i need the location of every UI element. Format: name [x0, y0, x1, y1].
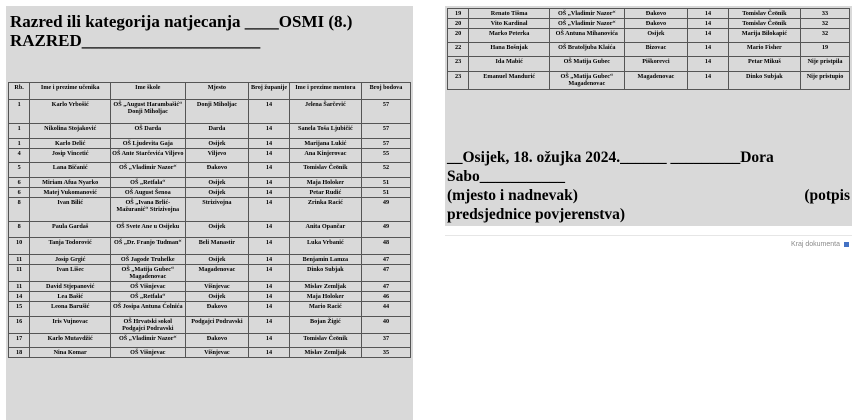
table-cell: Osijek — [185, 292, 249, 302]
table-cell: Karlo Vrbošić — [30, 100, 111, 124]
table-cell: 8 — [9, 222, 30, 238]
table-cell: 19 — [801, 43, 850, 57]
table-cell: OŠ Hrvatski sokol Podgajci Podravski — [111, 317, 185, 334]
table-cell: 14 — [249, 282, 289, 292]
table-cell: 51 — [362, 188, 411, 198]
table-cell: Darda — [185, 124, 249, 139]
table-row — [448, 29, 850, 43]
table-cell: 49 — [362, 222, 411, 238]
table-cell: OŠ Svete Ane u Osijeku — [111, 222, 185, 238]
table-cell: 51 — [362, 178, 411, 188]
column-header: Broj bodova — [362, 83, 411, 100]
table-cell: 57 — [362, 100, 411, 124]
table-cell: Donji Miholjac — [185, 100, 249, 124]
table-cell: OŠ „Dr. Franjo Tuđman“ — [111, 238, 185, 255]
page-divider — [445, 235, 852, 236]
table-cell: Beli Manastir — [185, 238, 249, 255]
table-cell: OŠ Jagode Truhelke — [111, 255, 185, 265]
table-cell: Nina Komar — [30, 348, 111, 358]
table-cell: 14 — [249, 178, 289, 188]
table-cell: Josip Vincetić — [30, 149, 111, 163]
results-table-page-2 — [447, 8, 850, 90]
table-cell: 55 — [362, 149, 411, 163]
table-row — [9, 238, 411, 255]
results-table-body-continued — [448, 9, 850, 90]
table-cell: Mislav Zemljak — [289, 348, 361, 358]
results-table-page-1 — [8, 82, 411, 358]
table-row — [448, 19, 850, 29]
table-cell: 14 — [688, 29, 728, 43]
table-row — [9, 265, 411, 282]
table-cell: 6 — [9, 178, 30, 188]
table-row — [9, 163, 411, 178]
table-cell: 14 — [249, 265, 289, 282]
competition-heading — [10, 12, 410, 50]
heading-line-2: RAZRED_____________________ — [10, 31, 261, 50]
table-row — [9, 139, 411, 149]
table-cell: OŠ „Vladimir Nazor“ — [550, 9, 624, 19]
table-cell: Viljevo — [185, 149, 249, 163]
table-row — [9, 188, 411, 198]
table-cell: 14 — [249, 139, 289, 149]
table-cell: Osijek — [185, 178, 249, 188]
table-cell: 11 — [9, 282, 30, 292]
table-row — [9, 198, 411, 222]
table-cell: OŠ „Matija Gubec“ Magadenovac — [550, 72, 624, 90]
table-cell: Tomislav Čeönik — [728, 9, 800, 19]
heading-line-1: Razred ili kategorija natjecanja ____OSMI (8.) — [10, 12, 353, 31]
table-cell: Ivan Lišec — [30, 265, 111, 282]
table-cell: Ana Kinjerovac — [289, 149, 361, 163]
table-cell: Dinko Subjak — [289, 265, 361, 282]
table-row — [448, 57, 850, 72]
table-cell: OŠ Josipa Antuna Ćolnića — [111, 302, 185, 317]
table-row — [448, 9, 850, 19]
table-cell: Marijana Lukić — [289, 139, 361, 149]
table-cell: 47 — [362, 282, 411, 292]
table-cell: 52 — [362, 163, 411, 178]
signature-line-1: __Osijek, 18. ožujka 2024.______ _________Dora — [447, 149, 774, 166]
table-cell: Tomislav Čeönik — [728, 19, 800, 29]
table-cell: Piškorevci — [624, 57, 688, 72]
table-cell: 14 — [249, 188, 289, 198]
table-cell: 11 — [9, 265, 30, 282]
table-cell: Đakovo — [185, 302, 249, 317]
table-cell: Miriam Afua Nyarko — [30, 178, 111, 188]
table-cell: Zrinka Racić — [289, 198, 361, 222]
table-cell: David Stjepanović — [30, 282, 111, 292]
table-cell: 57 — [362, 139, 411, 149]
table-cell: OŠ Antuna Mihanovića — [550, 29, 624, 43]
column-header: Ime škole — [111, 83, 185, 100]
table-cell: Marija Bilokapić — [728, 29, 800, 43]
table-cell: OŠ „Vladimir Nazor“ — [111, 163, 185, 178]
table-cell: Nije pristpila — [801, 57, 850, 72]
table-cell: 19 — [448, 9, 469, 19]
table-cell: Petar Mikuš — [728, 57, 800, 72]
table-cell: Karlo Delić — [30, 139, 111, 149]
table-row — [9, 348, 411, 358]
table-cell: Osijek — [185, 188, 249, 198]
table-cell: Mario Fisher — [728, 43, 800, 57]
table-cell: 5 — [9, 163, 30, 178]
table-cell: 14 — [688, 9, 728, 19]
table-cell: 14 — [249, 198, 289, 222]
table-cell: Magadenovac — [624, 72, 688, 90]
end-of-document-marker — [791, 241, 849, 248]
table-cell: 14 — [249, 124, 289, 139]
table-cell: Marko Peterka — [469, 29, 550, 43]
table-cell: 18 — [9, 348, 30, 358]
table-cell: Višnjevac — [185, 348, 249, 358]
table-cell: Tanja Todorović — [30, 238, 111, 255]
table-cell: OŠ Višnjevac — [111, 282, 185, 292]
document-page-1 — [6, 6, 413, 420]
table-cell: Lea Bašić — [30, 292, 111, 302]
table-cell: OŠ August Šenoa — [111, 188, 185, 198]
table-cell: Iris Vujnovac — [30, 317, 111, 334]
table-cell: 8 — [9, 198, 30, 222]
table-cell: 14 — [249, 163, 289, 178]
table-cell: 20 — [448, 29, 469, 43]
table-row — [9, 292, 411, 302]
table-cell: OŠ „Matija Gubec“ Magadenovac — [111, 265, 185, 282]
table-cell: 49 — [362, 198, 411, 222]
table-cell: 14 — [249, 100, 289, 124]
table-cell: 10 — [9, 238, 30, 255]
table-cell: Emanuel Mandurić — [469, 72, 550, 90]
table-cell: 14 — [688, 72, 728, 90]
table-cell: Anita Opančar — [289, 222, 361, 238]
table-cell: Benjamin Lamza — [289, 255, 361, 265]
table-row — [9, 317, 411, 334]
table-cell: Leona Barušić — [30, 302, 111, 317]
table-cell: 16 — [9, 317, 30, 334]
table-cell: Ivan Bilić — [30, 198, 111, 222]
table-cell: 14 — [249, 292, 289, 302]
table-row — [9, 124, 411, 139]
header-row — [9, 83, 411, 100]
table-cell: Luka Vrbanić — [289, 238, 361, 255]
table-cell: Karlo Mutavdžić — [30, 334, 111, 348]
signature-label: (potpis — [804, 187, 850, 204]
table-cell: 14 — [688, 19, 728, 29]
table-cell: Josip Grgić — [30, 255, 111, 265]
table-cell: Magadenovac — [185, 265, 249, 282]
table-cell: Dinko Subjak — [728, 72, 800, 90]
table-cell: Bizovac — [624, 43, 688, 57]
column-header: Broj županije — [249, 83, 289, 100]
table-cell: Lana Bičanić — [30, 163, 111, 178]
table-cell: Đakovo — [185, 334, 249, 348]
table-cell: 22 — [448, 43, 469, 57]
table-cell: OŠ Višnjevac — [111, 348, 185, 358]
table-cell: OŠ „Vladimir Nazor“ — [111, 334, 185, 348]
table-cell: 32 — [801, 29, 850, 43]
table-cell: OŠ „Ivana Brlić-Mažuranić“ Strizivojna — [111, 198, 185, 222]
table-cell: 1 — [9, 139, 30, 149]
table-cell: Tomislav Čeönik — [289, 334, 361, 348]
table-cell: Jelena Šarčević — [289, 100, 361, 124]
table-cell: OŠ „Vladimir Nazor“ — [550, 19, 624, 29]
table-cell: Hana Bošnjak — [469, 43, 550, 57]
table-cell: OŠ Bratoljuba Klaića — [550, 43, 624, 57]
table-cell: OŠ Ljudevita Gaja — [111, 139, 185, 149]
table-cell: Mario Racić — [289, 302, 361, 317]
table-cell: Sanela Toša Ljubičić — [289, 124, 361, 139]
table-cell: 14 — [688, 43, 728, 57]
table-row — [9, 149, 411, 163]
table-cell: Đakovo — [624, 19, 688, 29]
table-row — [9, 178, 411, 188]
table-cell: 37 — [362, 334, 411, 348]
table-cell: 4 — [9, 149, 30, 163]
table-cell: 14 — [249, 334, 289, 348]
table-cell: Osijek — [185, 139, 249, 149]
table-cell: Vito Kardinal — [469, 19, 550, 29]
table-cell: 14 — [249, 238, 289, 255]
table-cell: 57 — [362, 124, 411, 139]
table-cell: Tomislav Čeönik — [289, 163, 361, 178]
table-cell: 46 — [362, 292, 411, 302]
table-cell: 44 — [362, 302, 411, 317]
table-cell: 35 — [362, 348, 411, 358]
table-cell: 23 — [448, 72, 469, 90]
table-cell: 14 — [249, 302, 289, 317]
table-row — [9, 100, 411, 124]
table-cell: 23 — [448, 57, 469, 72]
column-header: Mjesto — [185, 83, 249, 100]
table-cell: OŠ Ante Starčevića Viljevo — [111, 149, 185, 163]
table-cell: 14 — [249, 222, 289, 238]
table-cell: Petar Rudić — [289, 188, 361, 198]
table-cell: 11 — [9, 255, 30, 265]
table-cell: Đakovo — [624, 9, 688, 19]
table-cell: 14 — [9, 292, 30, 302]
place-date-label: (mjesto i nadnevak) — [447, 187, 578, 204]
table-row — [9, 302, 411, 317]
table-row — [9, 334, 411, 348]
table-cell: OŠ „August Harambašić“ Donji Miholjac — [111, 100, 185, 124]
table-row — [9, 222, 411, 238]
table-row — [9, 282, 411, 292]
table-cell: Đakovo — [185, 163, 249, 178]
table-cell: Mislav Zemljak — [289, 282, 361, 292]
document-page-2 — [445, 6, 852, 226]
table-row — [448, 43, 850, 57]
table-cell: Nije pristupio — [801, 72, 850, 90]
table-cell: Paula Gardaš — [30, 222, 111, 238]
table-cell: 14 — [249, 317, 289, 334]
table-cell: 32 — [801, 19, 850, 29]
table-cell: 40 — [362, 317, 411, 334]
table-cell: Nikolina Stojaković — [30, 124, 111, 139]
table-cell: 14 — [249, 348, 289, 358]
table-cell: Osijek — [624, 29, 688, 43]
table-cell: Maja Holoker — [289, 292, 361, 302]
table-cell: OŠ Matija Gubec — [550, 57, 624, 72]
table-cell: Višnjevac — [185, 282, 249, 292]
table-cell: 14 — [249, 255, 289, 265]
table-cell: 6 — [9, 188, 30, 198]
table-cell: Matej Vukomanović — [30, 188, 111, 198]
table-cell: 17 — [9, 334, 30, 348]
signature-line-2: Sabo___________ — [447, 168, 565, 185]
signature-line-3 — [447, 187, 850, 205]
square-icon — [844, 242, 849, 247]
column-header: Ime i prezime mentora — [289, 83, 361, 100]
table-cell: Renato Tišma — [469, 9, 550, 19]
results-table-body — [9, 100, 411, 358]
column-header: Rb. — [9, 83, 30, 100]
table-cell: OŠ Darda — [111, 124, 185, 139]
table-cell: 33 — [801, 9, 850, 19]
table-cell: Ida Mabić — [469, 57, 550, 72]
column-header: Ime i prezime učenika — [30, 83, 111, 100]
table-cell: 20 — [448, 19, 469, 29]
table-cell: Osijek — [185, 222, 249, 238]
table-cell: 1 — [9, 100, 30, 124]
table-cell: 48 — [362, 238, 411, 255]
table-cell: 47 — [362, 265, 411, 282]
table-cell: OŠ „Retfala“ — [111, 292, 185, 302]
table-cell: 15 — [9, 302, 30, 317]
table-cell: 14 — [688, 57, 728, 72]
table-cell: Osijek — [185, 255, 249, 265]
table-cell: 14 — [249, 149, 289, 163]
signature-line-4: predsjednice povjerenstva) — [447, 206, 626, 223]
results-table-header — [9, 83, 411, 100]
table-cell: Maja Holoker — [289, 178, 361, 188]
table-cell: Strizivojna — [185, 198, 249, 222]
table-cell: 1 — [9, 124, 30, 139]
table-cell: OŠ „Retfala“ — [111, 178, 185, 188]
end-of-document-label: Kraj dokumenta — [790, 241, 840, 248]
table-cell: 47 — [362, 255, 411, 265]
table-cell: Bojan Žigić — [289, 317, 361, 334]
table-row — [9, 255, 411, 265]
table-row — [448, 72, 850, 90]
table-cell: Podgajci Podravski — [185, 317, 249, 334]
